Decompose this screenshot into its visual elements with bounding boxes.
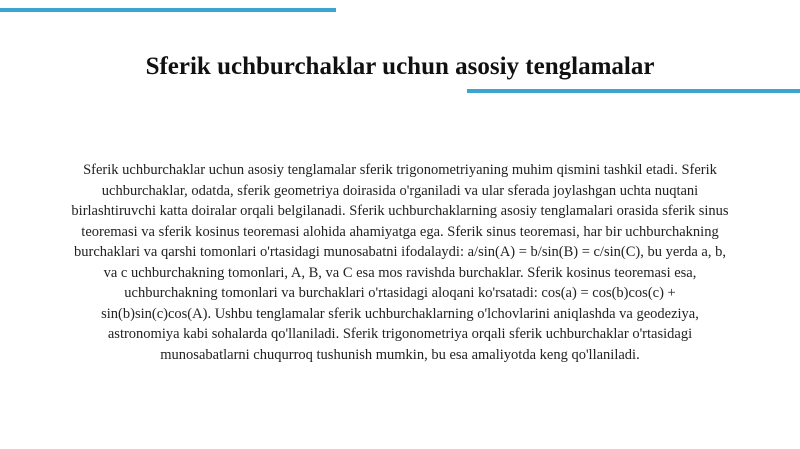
top-accent-line — [0, 8, 336, 12]
slide-title: Sferik uchburchaklar uchun asosiy tenglamalar — [145, 53, 655, 80]
body-paragraph: Sferik uchburchaklar uchun asosiy tenglamalar sferik trigonometriyaning muhim qismini tashkil etadi. Sferik uchburchaklar, odatda, sferik geometriya doirasida o'rganiladi va ular sferada joylashgan uchta nuqtani birlashtiruvchi katta doiralar orqali belgilanadi. Sferik uchburchaklarning asosiy tenglamalari orasida sferik sinus teoremasi va sferik kosinus teoremasi alohida ahamiyatga ega. Sferik sinus teoremasi, har bir uchburchakning burchaklari va qarshi tomonlari o'rtasidagi munosabatni ifodalaydi: a/sin(A) = b/sin(B) = c/sin(C), bu yerda a, b, va c uchburchakning tomonlari, A, B, va C esa mos ravishda burchaklar. Sferik kosinus teoremasi esa, uchburchakning tomonlari va burchaklari o'rtasidagi aloqani ko'rsatadi: cos(a) = cos(b)cos(c) + sin(b)sin(c)cos(A). Ushbu tenglamalar sferik uchburchaklarning o'lchovlarini aniqlashda va geodeziya, astronomiya kabi sohalarda qo'llaniladi. Sferik trigonometriya orqali sferik uchburchaklar o'rtasidagi munosabatlarni chuqurroq tushunish mumkin, bu esa amaliyotda keng qo'llaniladi. — [71, 162, 729, 363]
title-underline-accent — [467, 89, 800, 93]
